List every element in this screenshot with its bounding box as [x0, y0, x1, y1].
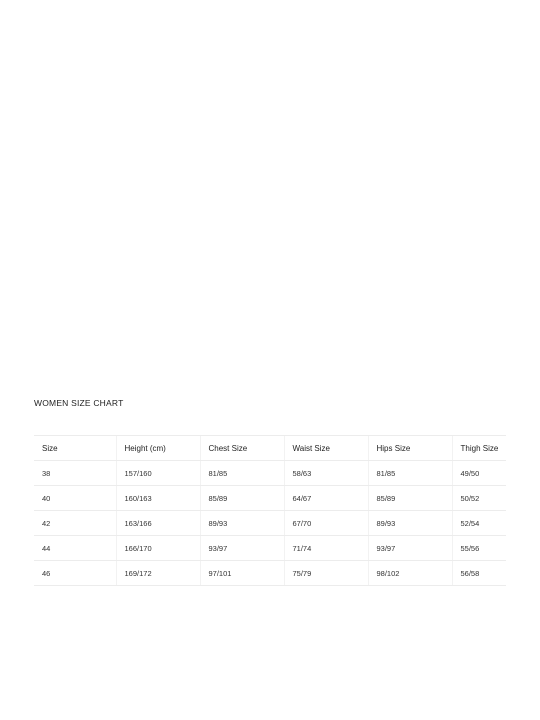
table-cell: 97/101 [200, 561, 284, 586]
table-row [34, 536, 506, 561]
table-cell: 42 [34, 511, 116, 536]
table-cell: 166/170 [116, 536, 200, 561]
table-cell: 163/166 [116, 511, 200, 536]
table-cell: 52/54 [452, 511, 506, 536]
table-cell: 40 [34, 486, 116, 511]
table-cell: 67/70 [284, 511, 368, 536]
table-row [34, 511, 506, 536]
table-cell: 85/89 [368, 486, 452, 511]
table-row [34, 461, 506, 486]
table-cell: 89/93 [368, 511, 452, 536]
table-cell: 49/50 [452, 461, 506, 486]
table-cell: 157/160 [116, 461, 200, 486]
table-cell: 71/74 [284, 536, 368, 561]
table-header-row [34, 436, 506, 461]
table-cell: 169/172 [116, 561, 200, 586]
header-chest: Chest Size [200, 436, 284, 461]
table-cell: 75/79 [284, 561, 368, 586]
header-height: Height (cm) [116, 436, 200, 461]
table-cell: 93/97 [368, 536, 452, 561]
table-cell: 44 [34, 536, 116, 561]
table-cell: 56/58 [452, 561, 506, 586]
table-cell: 55/56 [452, 536, 506, 561]
table-cell: 93/97 [200, 536, 284, 561]
table-cell: 50/52 [452, 486, 506, 511]
size-chart-table [34, 435, 506, 586]
table-cell: 98/102 [368, 561, 452, 586]
table-cell: 64/67 [284, 486, 368, 511]
header-thigh: Thigh Size [452, 436, 506, 461]
table-cell: 81/85 [200, 461, 284, 486]
table-cell: 58/63 [284, 461, 368, 486]
size-chart-title: WOMEN SIZE CHART [34, 398, 124, 408]
header-size: Size [34, 436, 116, 461]
header-waist: Waist Size [284, 436, 368, 461]
table-cell: 81/85 [368, 461, 452, 486]
table-cell: 85/89 [200, 486, 284, 511]
table-cell: 46 [34, 561, 116, 586]
header-hips: Hips Size [368, 436, 452, 461]
table-cell: 38 [34, 461, 116, 486]
table-cell: 89/93 [200, 511, 284, 536]
table-row [34, 561, 506, 586]
table-cell: 160/163 [116, 486, 200, 511]
table-row [34, 486, 506, 511]
